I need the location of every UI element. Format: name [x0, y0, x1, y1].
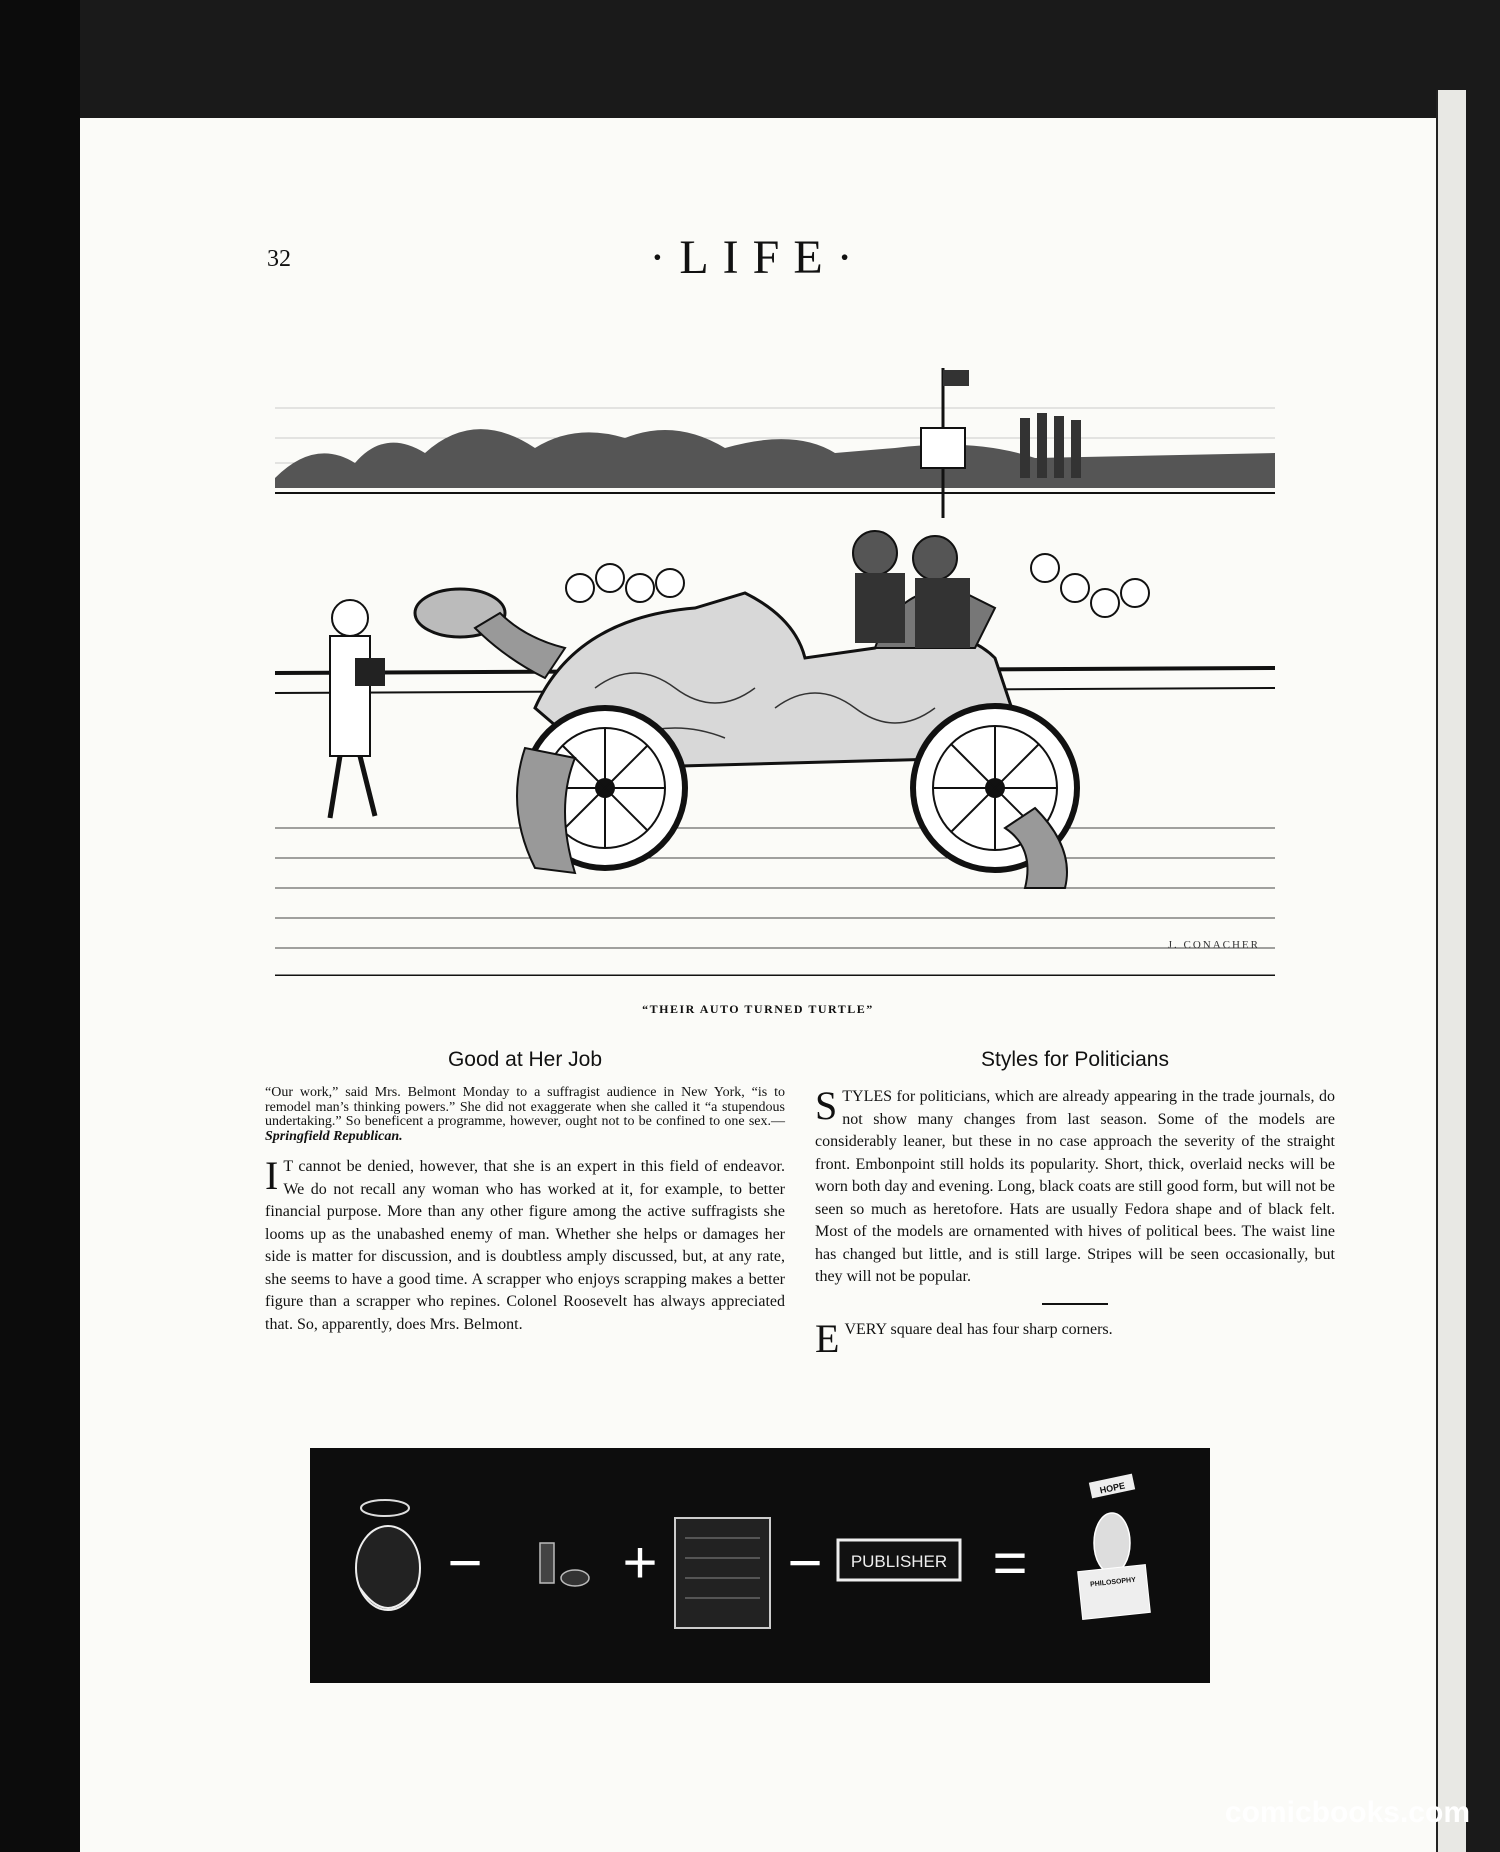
hope-label: HOPE — [1098, 1480, 1126, 1496]
publisher-sign: PUBLISHER — [850, 1552, 948, 1571]
article-body — [265, 1153, 785, 1336]
article-title: Good at Her Job — [447, 1048, 603, 1071]
drop-cap: E — [815, 1315, 840, 1361]
article-title: Styles for Politicians — [981, 1048, 1169, 1071]
epigram — [815, 1315, 1335, 1361]
illustration-caption: “THEIR AUTO TURNED TURTLE” — [642, 1002, 874, 1016]
scan-border-left — [0, 0, 80, 1852]
masthead-title: ·LIFE· — [649, 231, 867, 284]
article-body-text: T cannot be denied, however, that she is an expert in this field of endeavor. We do not recall any woman who has worked at it, for example, to better financial purpose. More than any other figure among the active suffragists she looms up as the unabashed enemy of man. Whether she helps or damages her side is matter for discussion, and is doubtless amply discussed, but, at any rate, she seems to have a good time. A scrapper who enjoys scrapping makes a better figure than a scrapper who repines. Colonel Roosevelt has always appreciated that. So, apparently, does Mrs. Belmont. — [265, 1158, 785, 1333]
article-styles-for-politicians — [815, 1048, 1335, 1361]
turtle-car-illustration — [275, 288, 1275, 976]
article-good-at-her-job — [265, 1048, 785, 1336]
epigraph-text: “Our work,” said Mrs. Belmont Monday to a suffragist audience in New York, “is to remodel man’s thinking powers.” She did not exaggerate when she called it “a stupendous undertaking.” So beneficent a programme, however, ought not to be confined to one sex.— — [265, 1085, 785, 1129]
epigraph-source: Springfield Republican. — [265, 1128, 403, 1144]
page-number: 32 — [267, 246, 291, 272]
minus-operator: − — [787, 1529, 823, 1596]
drop-cap: S — [815, 1083, 838, 1128]
article-epigraph — [265, 1086, 785, 1144]
equals-operator: = — [992, 1529, 1028, 1596]
article-body-text: TYLES for politicians, which are already appearing in the trade journals, do not show many changes from last season. Some of the models are considerably leaner, but these in no case approach the severity of the straight front. Embonpoint still holds its popularity. Short, thick, overlaid necks will be worn both day and evening. Long, black coats are still good form, but will not be seen so much as heretofore. Hats are usually Fedora shape and of black felt. Most of the models are ornamented with hives of political bees. The waist line has changed but little, and is still large. Stripes will be seen occasionally, but they will not be popular. — [815, 1088, 1335, 1285]
magazine-page — [80, 118, 1436, 1852]
equation-cartoon — [310, 1448, 1210, 1683]
artist-signature: J. CONACHER — [1167, 939, 1260, 951]
next-page-edge — [1436, 90, 1466, 1852]
plus-operator: + — [622, 1529, 658, 1596]
section-divider — [1042, 1303, 1108, 1305]
epigram-text: VERY square deal has four sharp corners. — [844, 1320, 1113, 1338]
article-body — [815, 1083, 1335, 1289]
philosophy-book-label: PHILOSOPHY — [1089, 1576, 1137, 1589]
watermark: comicbooks.com — [1224, 1796, 1470, 1829]
drop-cap: I — [265, 1153, 279, 1198]
minus-operator: − — [447, 1529, 483, 1596]
